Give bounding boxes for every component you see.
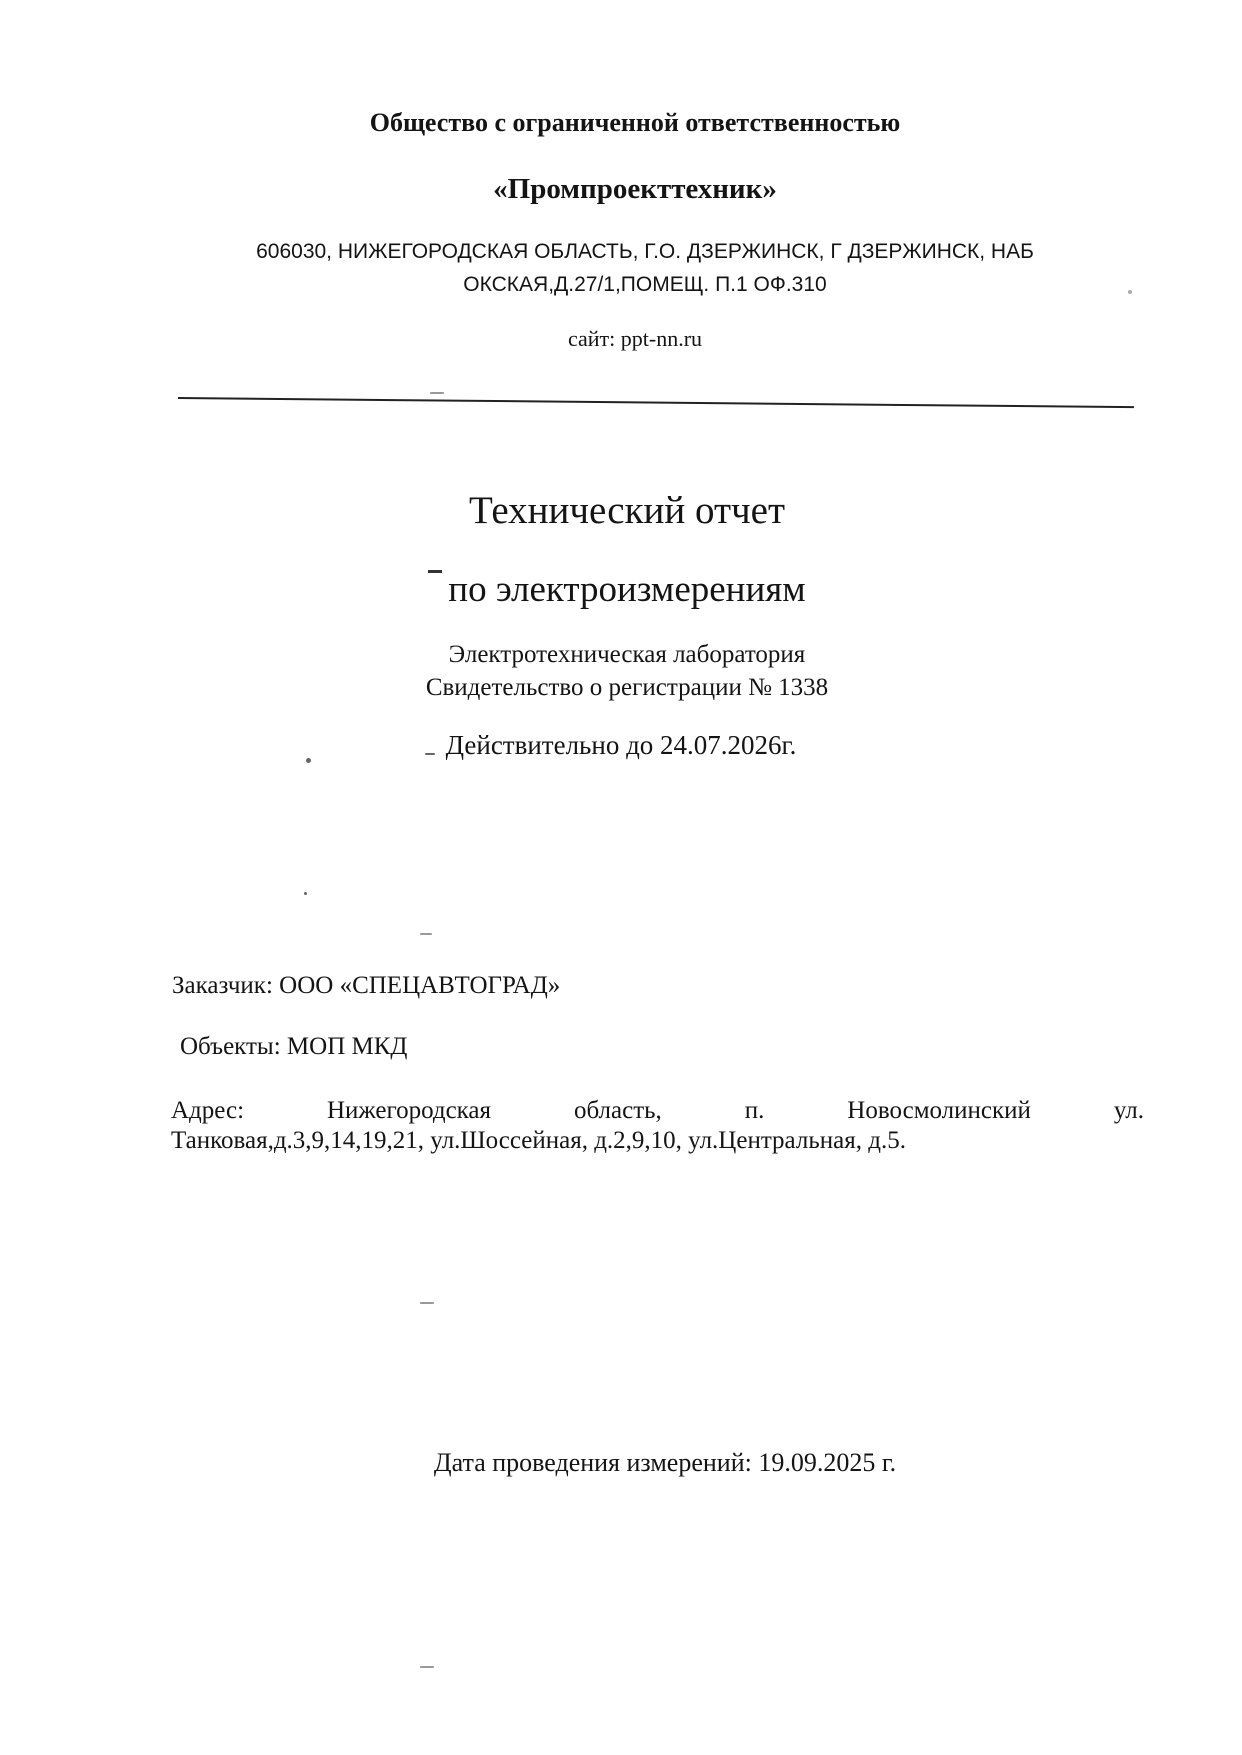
- address-word: Адрес:: [171, 1097, 245, 1124]
- address-word: п.: [744, 1097, 765, 1124]
- company-website: сайт: ppt-nn.ru: [567, 326, 703, 351]
- object-address-line-1: [171, 1096, 1144, 1126]
- company-name: «Промпроекттехник»: [493, 173, 777, 205]
- report-subtitle: по электроизмерениям: [448, 569, 806, 610]
- company-address-line-2: ОКСКАЯ,Д.27/1,ПОМЕЩ. П.1 ОФ.310: [463, 273, 827, 296]
- organization-type: Общество с ограниченной ответственностью: [369, 108, 901, 137]
- customer-field: Заказчик: ООО «СПЕЦАВТОГРАД»: [172, 972, 561, 999]
- scan-speck: [430, 392, 444, 394]
- address-word: область,: [573, 1097, 662, 1124]
- certificate-validity: Действительно до 24.07.2026г.: [445, 730, 797, 760]
- object-address: [171, 1096, 1144, 1156]
- registration-certificate: Свидетельство о регистрации № 1338: [425, 674, 829, 701]
- scan-speck: [304, 892, 307, 895]
- scan-speck: [420, 933, 432, 935]
- measurement-date: Дата проведения измерений: 19.09.2025 г.: [433, 1448, 897, 1477]
- address-word: ул.: [1113, 1097, 1144, 1124]
- report-title: Технический отчет: [468, 489, 786, 532]
- company-address-line-1: 606030, НИЖЕГОРОДСКАЯ ОБЛАСТЬ, Г.О. ДЗЕРЖИНСК, Г ДЗЕРЖИНСК, НАБ: [256, 240, 1034, 263]
- objects-field: Объекты: МОП МКД: [180, 1033, 408, 1060]
- header-divider: [178, 397, 1134, 408]
- lab-name: Электротехническая лаборатория: [448, 641, 806, 668]
- scan-mark: [428, 570, 442, 573]
- scan-speck: [306, 758, 311, 763]
- scan-speck: [425, 753, 435, 755]
- address-word: Нижегородская: [326, 1097, 492, 1124]
- address-word: Новосмолинский: [847, 1097, 1031, 1124]
- object-address-line-2: Танковая,д.3,9,14,19,21, ул.Шоссейная, д.2,9,10, ул.Центральная, д.5.: [171, 1127, 906, 1154]
- scan-speck: [420, 1666, 434, 1668]
- scan-speck: [420, 1302, 434, 1304]
- scan-speck: [1128, 290, 1132, 294]
